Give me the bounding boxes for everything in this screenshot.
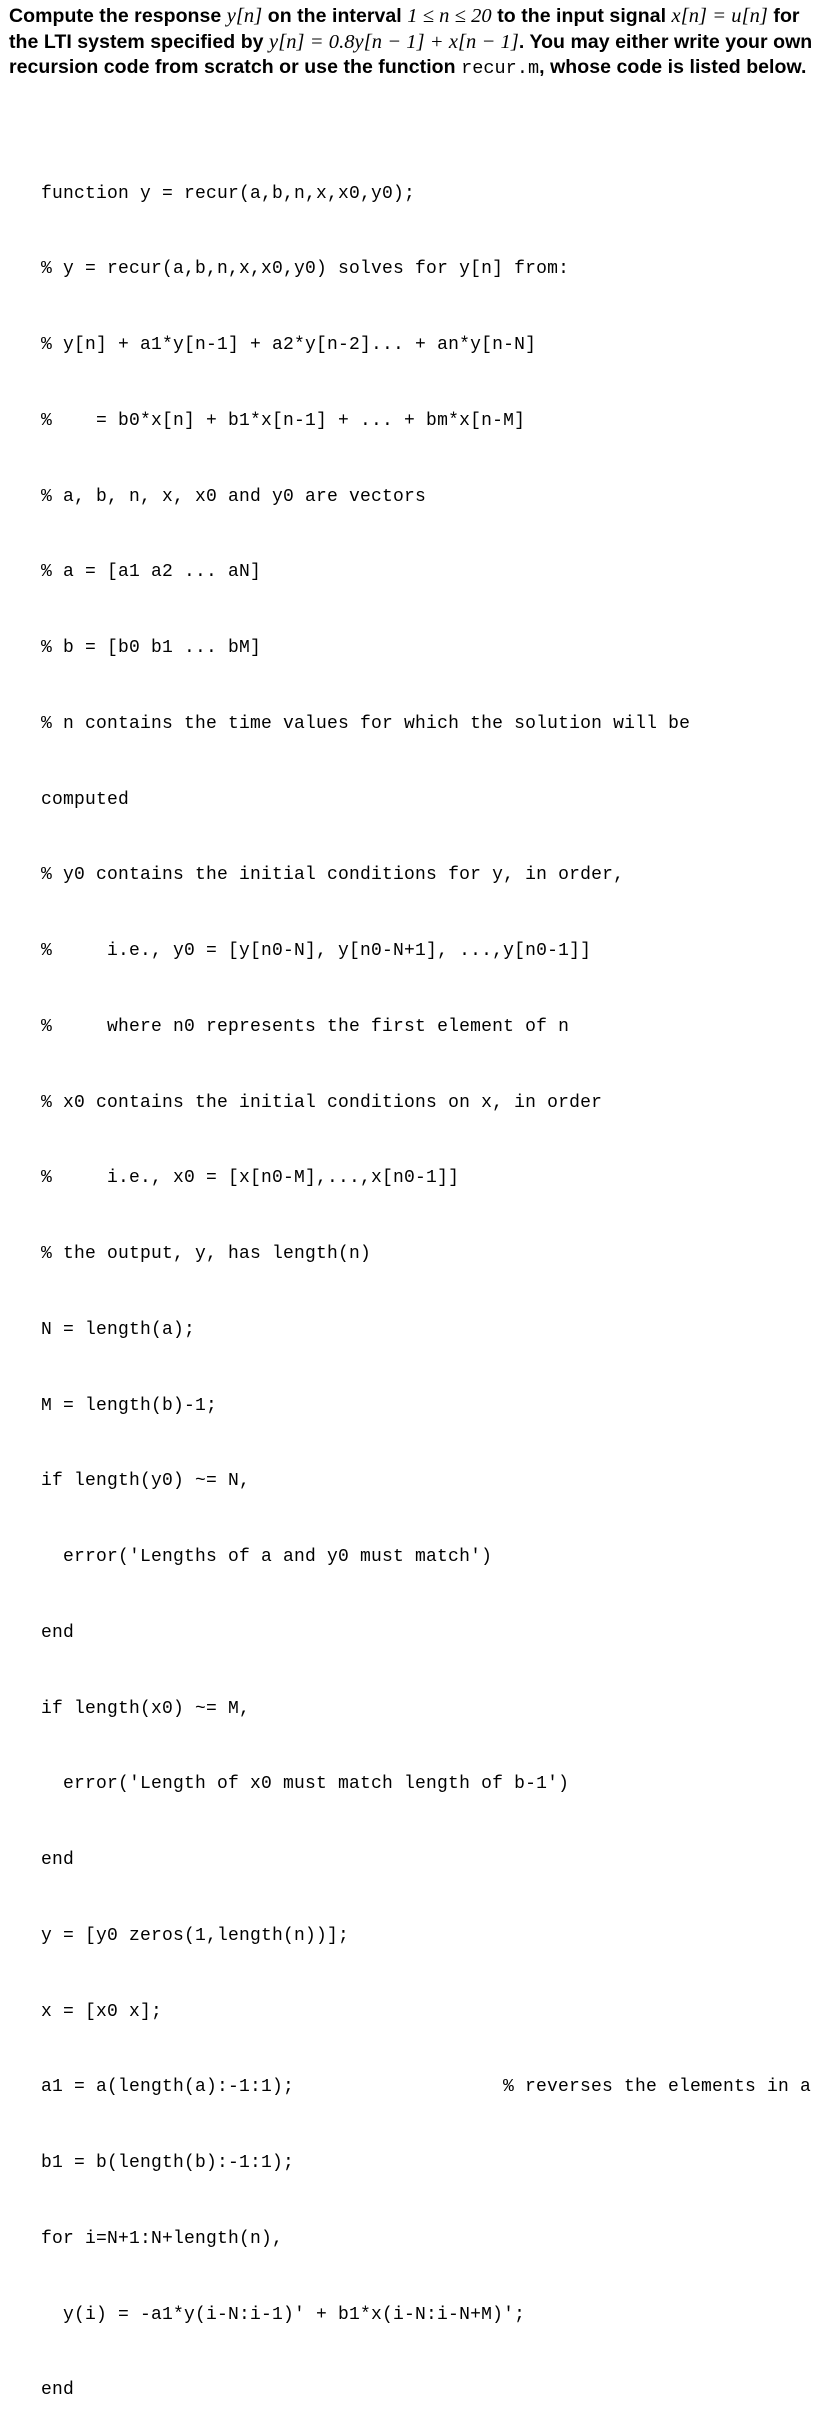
code-line: M = length(b)-1; — [41, 1395, 218, 1416]
code-line: % a, b, n, x, x0 and y0 are vectors — [41, 486, 427, 507]
question-text-3: to the input signal — [491, 5, 672, 27]
math-difference-equation: y[n] = 0.8y[n − 1] + x[n − 1] — [269, 30, 519, 53]
math-input-signal: x[n] = u[n] — [671, 5, 768, 27]
code-line: % the output, y, has length(n) — [41, 1244, 372, 1264]
code-line: % n contains the time values for which the solution will be — [41, 713, 691, 734]
problem-statement — [9, 4, 821, 82]
code-line: if length(y0) ~= N, — [41, 1471, 251, 1492]
code-line: error('Lengths of a and y0 must match') — [63, 1547, 493, 1567]
code-line: computed — [41, 789, 130, 810]
code-line: % i.e., y0 = [y[n0-N], y[n0-N+1], ...,y[n0-1]] — [41, 941, 592, 961]
code-line: % y = recur(a,b,n,x,x0,y0) solves for y[n] from: — [41, 259, 570, 280]
code-line: % y0 contains the initial conditions for y, in order, — [41, 865, 625, 886]
code-listing — [41, 131, 812, 2429]
code-line-with-comment — [41, 2075, 812, 2100]
code-line: % y[n] + a1*y[n-1] + a2*y[n-2]... + an*y[n-N] — [41, 335, 537, 355]
math-interval: 1 ≤ n ≤ 20 — [407, 5, 492, 27]
code-line: N = length(a); — [41, 1319, 196, 1340]
code-comment-reverses: % reverses the elements in a — [503, 2077, 812, 2098]
math-yn: y[n] — [226, 5, 263, 27]
code-line: % i.e., x0 = [x[n0-M],...,x[n0-1]] — [41, 1168, 460, 1189]
code-line: % x0 contains the initial conditions on x, in order — [41, 1092, 603, 1113]
code-line: x = [x0 x]; — [41, 2001, 163, 2022]
question-text-4: for the LTI system specified by — [9, 5, 800, 53]
question-text-1: Compute the response — [9, 5, 227, 27]
code-line: % = b0*x[n] + b1*x[n-1] + ... + bm*x[n-M] — [41, 410, 526, 431]
code-text: a1 = a(length(a):-1:1); — [41, 2077, 295, 2098]
code-line: b1 = b(length(b):-1:1); — [41, 2153, 295, 2173]
code-line: end — [41, 1850, 75, 1870]
question-text-5: . You may either write your own recursion code from scratch or use the function — [9, 30, 813, 79]
code-line: for i=N+1:N+length(n), — [41, 2228, 284, 2249]
code-line: % a = [a1 a2 ... aN] — [41, 562, 262, 583]
code-line: y = [y0 zeros(1,length(n))]; — [41, 1925, 350, 1946]
code-line: function y = recur(a,b,n,x,x0,y0); — [41, 183, 416, 204]
function-name: recur.m — [461, 58, 540, 80]
code-line: end — [41, 1622, 75, 1643]
code-line: % b = [b0 b1 ... bM] — [41, 638, 262, 658]
question-text-6: , whose code is listed below. — [539, 56, 807, 79]
question-text-2: on the interval — [262, 5, 408, 27]
code-line: % where n0 represents the first element of n — [41, 1016, 570, 1037]
code-line: end — [41, 2380, 75, 2401]
code-line: if length(x0) ~= M, — [41, 1698, 251, 1719]
code-line: y(i) = -a1*y(i-N:i-1)' + b1*x(i-N:i-N+M)'; — [63, 2304, 526, 2325]
code-line: error('Length of x0 must match length of b-1') — [63, 1774, 570, 1795]
